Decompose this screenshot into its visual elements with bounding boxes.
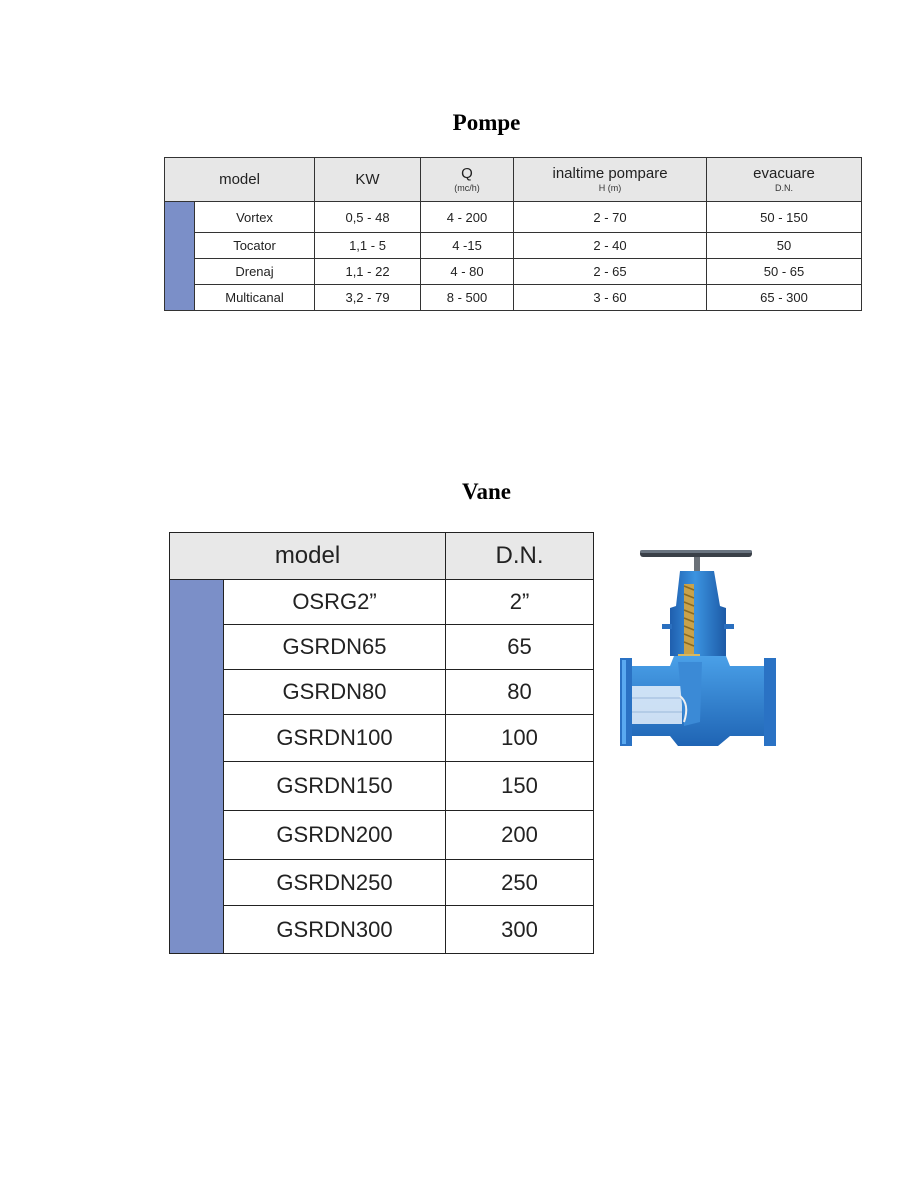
table-row xyxy=(170,715,594,762)
vane-cell-dn: 150 xyxy=(446,762,594,811)
table-row xyxy=(170,906,594,954)
vane-header-dn: D.N. xyxy=(446,533,594,580)
pompe-cell-q: 4 - 80 xyxy=(421,259,514,285)
pompe-title: Pompe xyxy=(452,110,521,135)
vane-header-row xyxy=(170,533,594,580)
table-row xyxy=(165,202,862,233)
pompe-header-model: model xyxy=(165,158,315,202)
pompe-cell-model: Tocator xyxy=(195,233,315,259)
pompe-cell-model: Drenaj xyxy=(195,259,315,285)
pompe-cell-kw: 1,1 - 5 xyxy=(315,233,421,259)
vane-cell-model: GSRDN80 xyxy=(224,670,446,715)
table-row xyxy=(170,811,594,860)
table-row xyxy=(165,259,862,285)
table-row xyxy=(170,670,594,715)
pompe-cell-kw: 0,5 - 48 xyxy=(315,202,421,233)
gate-valve-image xyxy=(618,546,778,756)
pompe-cell-h: 2 - 70 xyxy=(514,202,707,233)
pompe-header-q: Q (mc/h) xyxy=(421,158,514,202)
vane-header-model: model xyxy=(170,533,446,580)
vane-cell-model: GSRDN150 xyxy=(224,762,446,811)
vane-cell-dn: 80 xyxy=(446,670,594,715)
pompe-cell-dn: 50 - 65 xyxy=(707,259,862,285)
table-row xyxy=(165,285,862,311)
pompe-cell-model: Multicanal xyxy=(195,285,315,311)
pompe-header-row xyxy=(165,158,862,202)
pompe-cell-dn: 50 - 150 xyxy=(707,202,862,233)
side-band xyxy=(165,202,195,311)
pompe-cell-kw: 3,2 - 79 xyxy=(315,285,421,311)
pompe-cell-kw: 1,1 - 22 xyxy=(315,259,421,285)
pompe-cell-dn: 50 xyxy=(707,233,862,259)
pompe-cell-q: 8 - 500 xyxy=(421,285,514,311)
vane-cell-dn: 100 xyxy=(446,715,594,762)
pompe-table xyxy=(164,157,862,311)
pompe-cell-dn: 65 - 300 xyxy=(707,285,862,311)
vane-cell-model: GSRDN300 xyxy=(224,906,446,954)
pompe-cell-h: 2 - 40 xyxy=(514,233,707,259)
pompe-header-evacuare: evacuare D.N. xyxy=(707,158,862,202)
pompe-cell-q: 4 -15 xyxy=(421,233,514,259)
table-row xyxy=(165,233,862,259)
pompe-cell-model: Vortex xyxy=(195,202,315,233)
pompe-cell-h: 2 - 65 xyxy=(514,259,707,285)
vane-cell-model: GSRDN200 xyxy=(224,811,446,860)
vane-cell-dn: 250 xyxy=(446,860,594,906)
vane-cell-dn: 2” xyxy=(446,580,594,625)
vane-cell-dn: 300 xyxy=(446,906,594,954)
table-row xyxy=(170,762,594,811)
table-row xyxy=(170,625,594,670)
pompe-cell-q: 4 - 200 xyxy=(421,202,514,233)
vane-title: Vane xyxy=(462,479,511,504)
pompe-header-height: inaltime pompare H (m) xyxy=(514,158,707,202)
pompe-cell-h: 3 - 60 xyxy=(514,285,707,311)
vane-cell-dn: 65 xyxy=(446,625,594,670)
table-row xyxy=(170,860,594,906)
pompe-header-kw: KW xyxy=(315,158,421,202)
vane-cell-model: GSRDN250 xyxy=(224,860,446,906)
side-band xyxy=(170,580,224,954)
vane-cell-model: GSRDN100 xyxy=(224,715,446,762)
vane-table xyxy=(169,532,594,954)
vane-cell-dn: 200 xyxy=(446,811,594,860)
vane-cell-model: OSRG2” xyxy=(224,580,446,625)
vane-cell-model: GSRDN65 xyxy=(224,625,446,670)
table-row xyxy=(170,580,594,625)
